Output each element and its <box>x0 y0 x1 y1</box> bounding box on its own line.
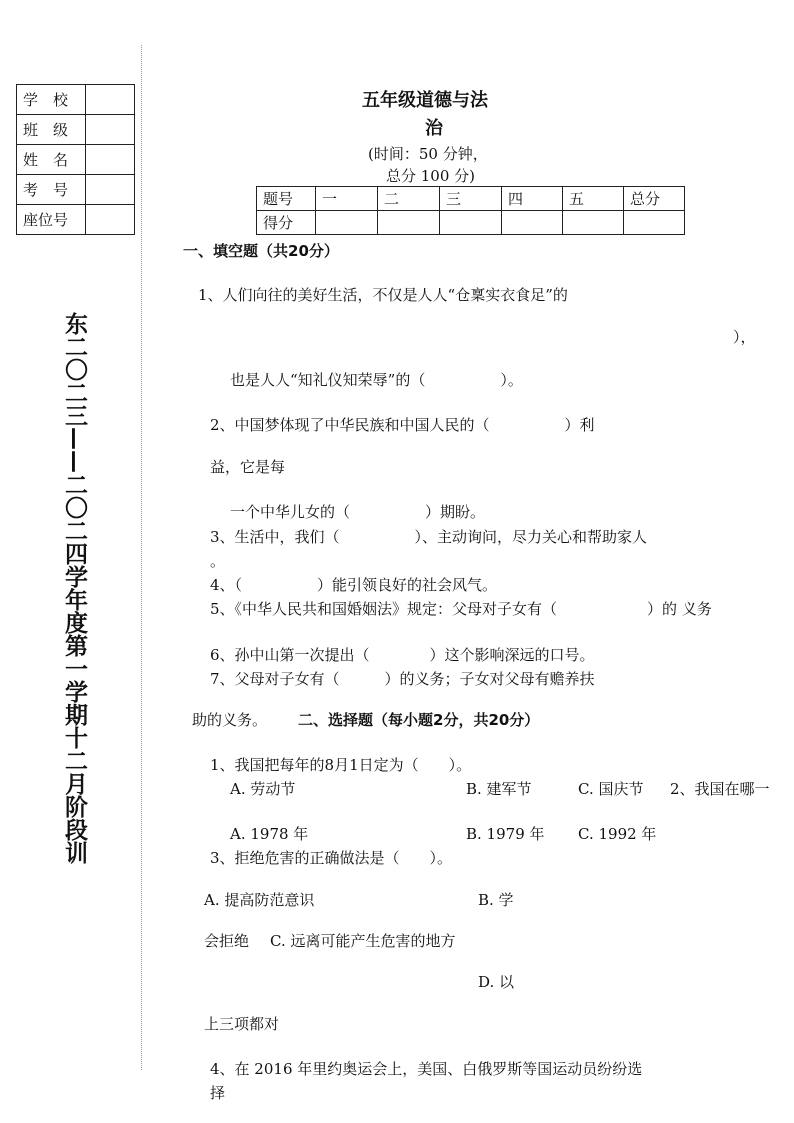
info-row-name <box>17 145 135 175</box>
question-1-line1: 1、人们向往的美好生活，不仅是人人“仓稟实衣食足”的 <box>198 286 568 304</box>
info-field[interactable] <box>86 85 135 115</box>
mc-2-option-c: C. 1992 年 <box>578 825 657 843</box>
score-cell[interactable] <box>316 211 378 235</box>
info-row-school <box>17 85 135 115</box>
question-5-line1: 5、《中华人民共和国婚姻法》规定：父母对子女有（ ）的 义务 <box>210 600 712 618</box>
info-label: 学 校 <box>17 85 86 115</box>
mc-question-4-line1: 4、在 2016 年里约奥运会上，美国、白俄罗斯等国运动员纷纷选 <box>210 1060 643 1078</box>
question-3-line2: 。 <box>210 552 226 570</box>
info-row-exam-number <box>17 175 135 205</box>
info-label: 考 号 <box>17 175 86 205</box>
mc-question-1: 1、我国把每年的8月1日定为（ ）。 <box>210 756 472 774</box>
mc-3-option-b-line2: 会拒绝 <box>204 932 250 950</box>
score-row-label: 得分 <box>257 211 316 235</box>
binding-line <box>141 45 142 1070</box>
question-1-line2: ）， <box>733 328 756 346</box>
score-table <box>256 186 685 235</box>
mc-1-option-a: A. 劳动节 <box>230 780 296 798</box>
info-field[interactable] <box>86 145 135 175</box>
question-6-line1: 6、孙中山第一次提出（ ）这个影响深远的口号。 <box>210 646 595 664</box>
score-cell[interactable] <box>563 211 624 235</box>
mc-question-3: 3、拒绝危害的正确做法是（ ）。 <box>210 849 453 867</box>
mc-3-option-c: C. 远离可能产生危害的地方 <box>270 932 456 950</box>
score-row <box>257 211 685 235</box>
info-label: 座位号 <box>17 205 86 235</box>
info-label: 姓 名 <box>17 145 86 175</box>
score-cell[interactable] <box>502 211 563 235</box>
student-info-table <box>16 84 135 235</box>
info-field[interactable] <box>86 115 135 145</box>
mc-3-option-a: A. 提高防范意识 <box>204 891 315 909</box>
question-3-line1: 3、生活中，我们（ ）、主动询问，尽力关心和帮助家人 <box>210 528 648 546</box>
info-row-seat <box>17 205 135 235</box>
mc-1-option-b: B. 建军节 <box>466 780 532 798</box>
score-cell[interactable] <box>624 211 685 235</box>
mc-3-option-b-line1: B. 学 <box>478 891 514 909</box>
section-2-title: 二、选择题（每小题2分，共20分） <box>298 711 540 729</box>
page-title-line1: 五年级道德与法 <box>362 90 488 111</box>
info-field[interactable] <box>86 175 135 205</box>
score-cell[interactable] <box>440 211 502 235</box>
info-row-class <box>17 115 135 145</box>
exam-total-score: 总分 100 分) <box>386 167 476 185</box>
score-header-cell: 三 <box>440 187 502 211</box>
score-header-row <box>257 187 685 211</box>
question-2-line1: 2、中国梦体现了中华民族和中国人民的（ ）利 <box>210 416 595 434</box>
mc-2-option-b: B. 1979 年 <box>466 825 545 843</box>
score-header-cell: 四 <box>502 187 563 211</box>
score-header-cell: 题号 <box>257 187 316 211</box>
question-4-line1: 4、（ ）能引领良好的社会风气。 <box>210 576 498 594</box>
exam-time: (时间：50 分钟， <box>368 145 488 163</box>
vertical-exam-title: 东二〇二三——二〇二四学年度第一学期十二月阶段训 <box>61 312 87 864</box>
question-7-line1: 7、父母对子女有（ ）的义务；子女对父母有赡养扶 <box>210 670 595 688</box>
score-header-cell: 二 <box>378 187 440 211</box>
page-title-line2: 治 <box>425 118 443 139</box>
mc-question-2: 2、我国在哪一 <box>670 780 770 798</box>
question-2-line2: 益，它是每 <box>210 458 286 476</box>
score-header-cell: 五 <box>563 187 624 211</box>
question-7-line2: 助的义务。 <box>192 711 268 729</box>
question-2-line3: 一个中华儿女的（ ）期盼。 <box>230 503 486 521</box>
mc-3-option-d-line1: D. 以 <box>478 973 515 991</box>
score-header-cell: 总分 <box>624 187 685 211</box>
score-header-cell: 一 <box>316 187 378 211</box>
score-cell[interactable] <box>378 211 440 235</box>
info-field[interactable] <box>86 205 135 235</box>
mc-3-option-d-line2: 上三项都对 <box>204 1015 280 1033</box>
question-1-line3: 也是人人“知礼仪知荣辱”的（ ）。 <box>230 371 523 389</box>
mc-2-option-a: A. 1978 年 <box>230 825 309 843</box>
info-label: 班 级 <box>17 115 86 145</box>
section-1-title: 一、填空题（共20分） <box>183 242 339 260</box>
mc-question-4-line2: 择 <box>210 1084 226 1102</box>
mc-1-option-c: C. 国庆节 <box>578 780 644 798</box>
